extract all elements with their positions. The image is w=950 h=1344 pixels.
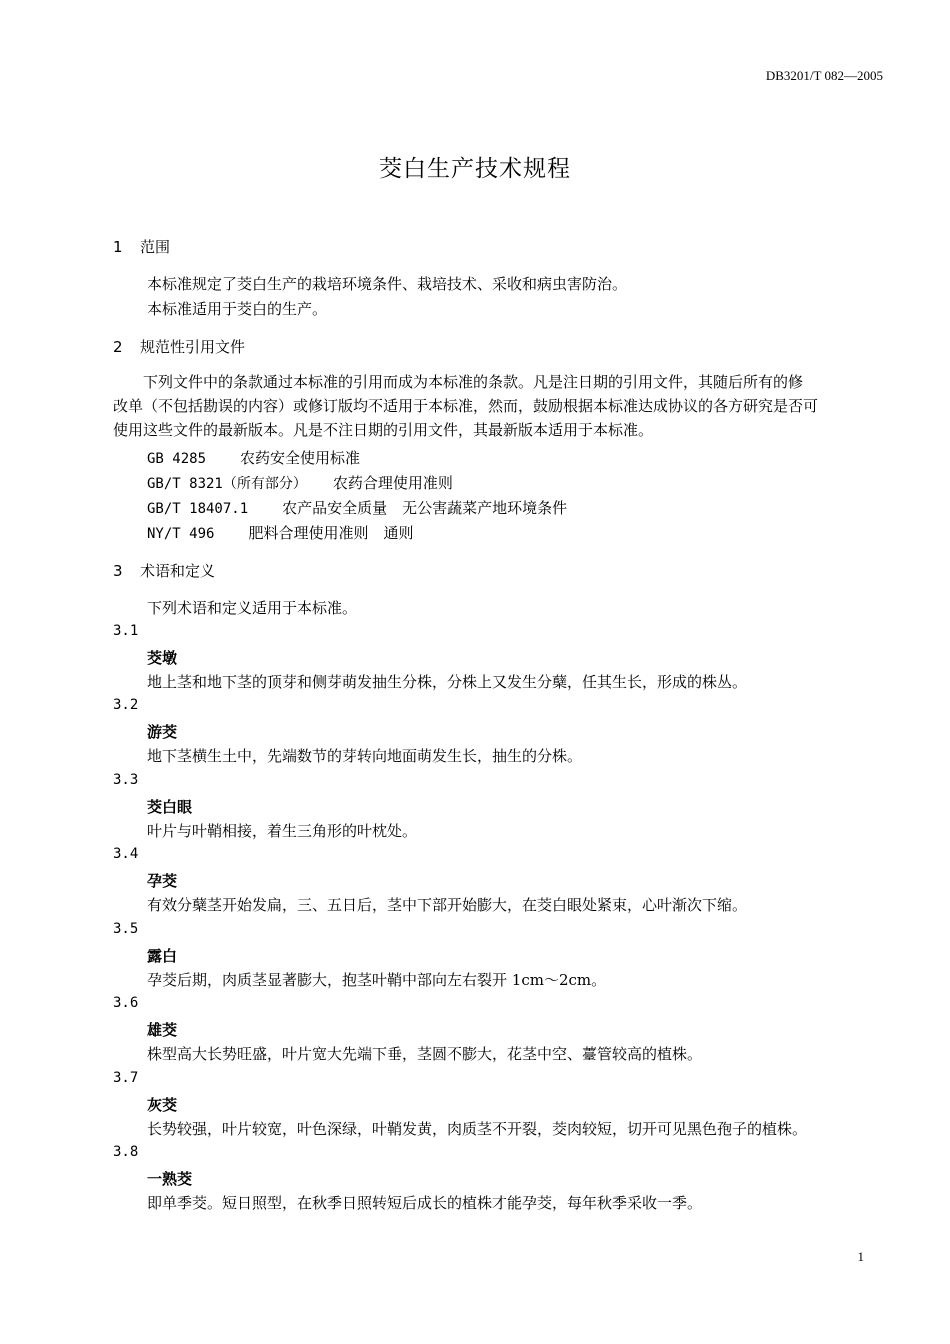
section-number: 1: [113, 238, 123, 256]
section-3-heading: [113, 560, 215, 581]
definition-term: 露白: [147, 947, 178, 965]
reference-title: 农药合理使用准则: [332, 474, 453, 492]
definition-number: 3.6: [113, 995, 139, 1011]
reference-title: 肥料合理使用准则 通则: [248, 524, 414, 542]
section-title: 规范性引用文件: [140, 338, 246, 356]
definition-text: 地上茎和地下茎的顶芽和侧芽萌发抽生分株，分株上又发生分蘖，任其生长，形成的株丛。: [147, 673, 748, 691]
reference-title: 农药安全使用标准: [240, 449, 361, 467]
reference-code: NY/T 496: [147, 526, 215, 542]
definition-number: 3.7: [113, 1070, 139, 1086]
reference-title: 农产品安全质量 无公害蔬菜产地环境条件: [282, 499, 568, 517]
definition-term: 孕茭: [147, 872, 178, 890]
definition-term: 一熟茭: [147, 1170, 193, 1188]
paragraph: 本标准规定了茭白生产的栽培环境条件、栽培技术、采收和病虫害防治。: [147, 275, 628, 293]
section-1-heading: [113, 236, 170, 257]
paragraph: [113, 370, 883, 442]
reference-item: [147, 497, 567, 518]
document-code: DB3201/T 082—2005: [765, 68, 883, 83]
definition-text: 孕茭后期，肉质茎显著膨大，抱茎叶鞘中部向左右裂开 1cm～2cm。: [147, 971, 607, 989]
definition-term: 雄茭: [147, 1021, 178, 1039]
definition-term: 游茭: [147, 723, 178, 741]
reference-item: [147, 522, 413, 543]
reference-item: [147, 447, 360, 468]
definition-term: 茭墩: [147, 649, 178, 667]
definition-text: 地下茎横生土中，先端数节的芽转向地面萌发生长，抽生的分株。: [147, 747, 583, 765]
definition-text: 有效分蘖茎开始发扁，三、五日后，茎中下部开始膨大，在茭白眼处紧束，心叶渐次下缩。: [147, 896, 748, 914]
definition-term: 灰茭: [147, 1096, 178, 1114]
section-number: 3: [113, 562, 123, 580]
definition-term: 茭白眼: [147, 798, 193, 816]
paragraph-line: 使用这些文件的最新版本。凡是不注日期的引用文件，其最新版本适用于本标准。: [113, 421, 654, 439]
section-2-heading: [113, 336, 245, 357]
definition-text: 株型高大长势旺盛，叶片宽大先端下垂，茎圆不膨大，花茎中空、薹管较高的植株。: [147, 1045, 703, 1063]
definition-number: 3.4: [113, 846, 139, 862]
section-number: 2: [113, 338, 123, 356]
reference-code: GB 4285: [147, 451, 207, 467]
reference-code: GB/T 8321（所有部分）: [147, 476, 307, 492]
definition-text: 即单季茭。短日照型，在秋季日照转短后成长的植株才能孕茭，每年秋季采收一季。: [147, 1194, 703, 1212]
page-title: 茭白生产技术规程: [379, 156, 571, 182]
definition-number: 3.1: [113, 623, 139, 639]
definition-number: 3.3: [113, 772, 139, 788]
reference-item: [147, 472, 453, 493]
page-number: 1: [857, 1249, 864, 1264]
reference-code: GB/T 18407.1: [147, 501, 249, 517]
definition-number: 3.8: [113, 1144, 139, 1160]
paragraph-line: 改单（不包括勘误的内容）或修订版均不适用于本标准，然而，鼓励根据本标准达成协议的各方研究是否可: [113, 397, 819, 415]
definition-text: 叶片与叶鞘相接，着生三角形的叶枕处。: [147, 822, 418, 840]
definition-number: 3.2: [113, 697, 139, 713]
section-title: 术语和定义: [140, 562, 216, 580]
paragraph-line: 下列文件中的条款通过本标准的引用而成为本标准的条款。凡是注日期的引用文件，其随后所有的修: [113, 373, 804, 391]
paragraph: 下列术语和定义适用于本标准。: [147, 599, 358, 617]
section-title: 范围: [140, 238, 171, 256]
paragraph: 本标准适用于茭白的生产。: [147, 300, 328, 318]
definition-number: 3.5: [113, 921, 139, 937]
definition-text: 长势较强，叶片较宽，叶色深绿，叶鞘发黄，肉质茎不开裂，茭肉较短，切开可见黑色孢子的植株。: [147, 1120, 808, 1138]
